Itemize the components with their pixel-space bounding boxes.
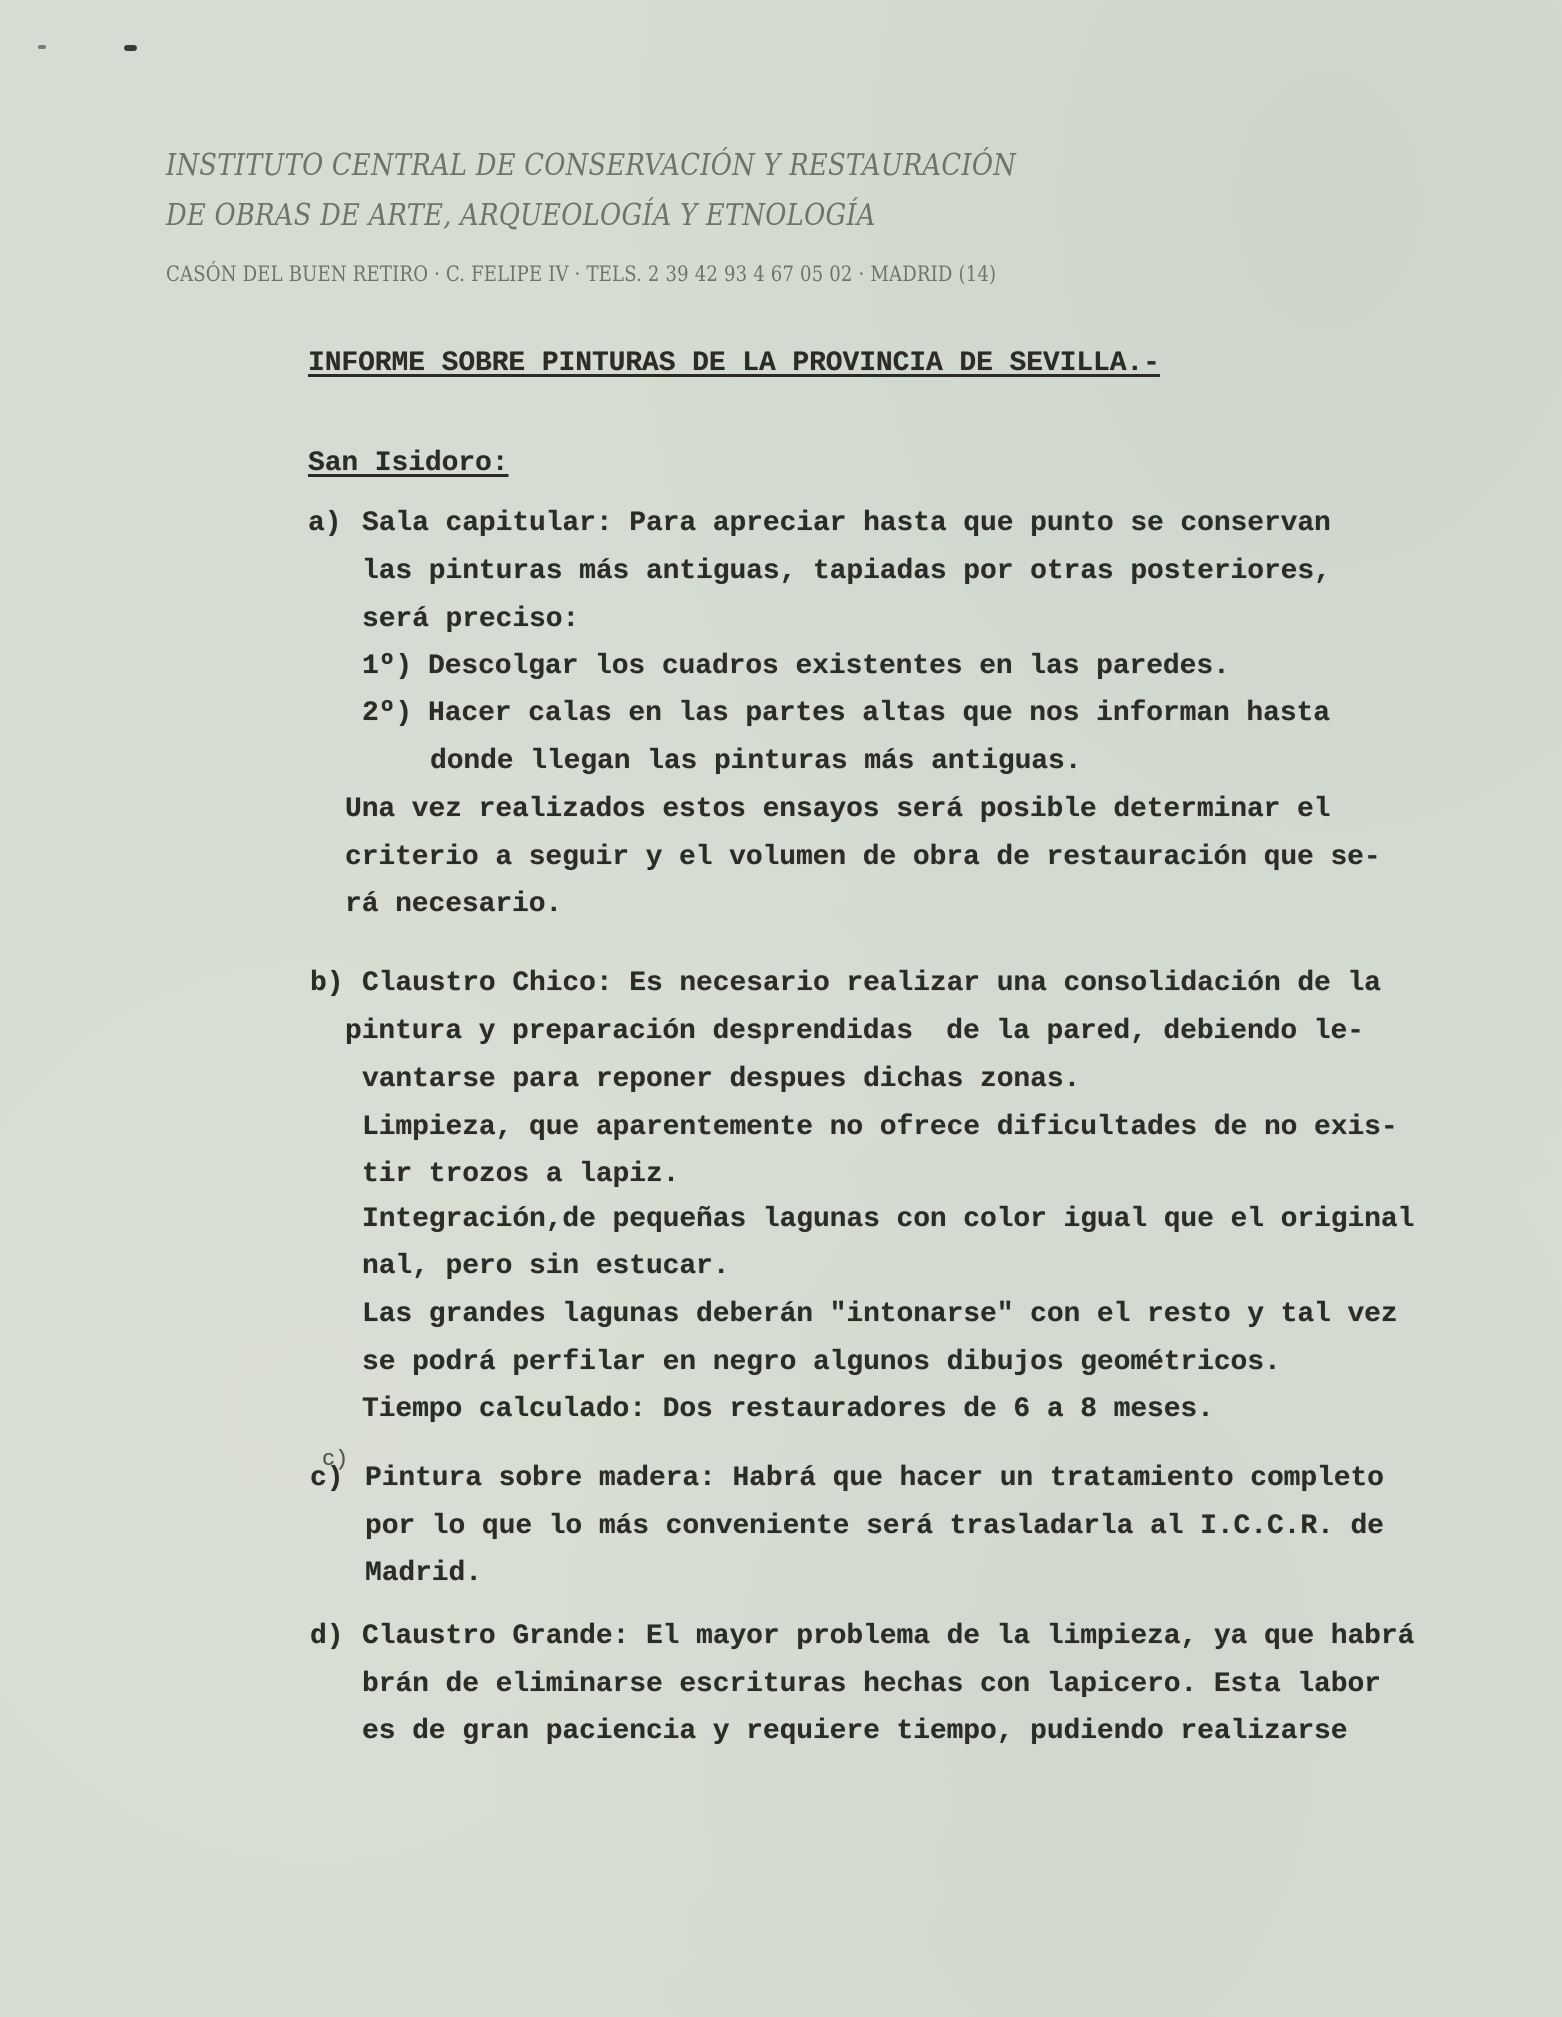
- step-marker: 2º): [362, 698, 413, 729]
- item-line: pintura y preparación desprendidas de la pared, debiendo le-: [345, 1016, 1364, 1047]
- item-line: será preciso:: [362, 604, 580, 635]
- item-line: Claustro Grande: El mayor problema de la limpieza, ya que habrá: [362, 1621, 1415, 1652]
- stray-mark: [124, 45, 137, 51]
- item-line: criterio a seguir y el volumen de obra de restauración que se-: [345, 842, 1381, 873]
- overstrike-correction: c): [322, 1447, 349, 1472]
- document-title: INFORME SOBRE PINTURAS DE LA PROVINCIA DE SEVILLA.-: [308, 348, 1160, 379]
- institution-name-line-1: INSTITUTO CENTRAL DE CONSERVACIÓN Y RESTAURACIÓN: [166, 148, 1017, 183]
- item-line: Pintura sobre madera: Habrá que hacer un tratamiento completo: [365, 1463, 1384, 1494]
- step-line: Descolgar los cuadros existentes en las paredes.: [428, 651, 1230, 682]
- item-marker: b): [310, 968, 344, 999]
- item-marker: a): [308, 508, 342, 539]
- step-line: donde llegan las pinturas más antiguas.: [430, 746, 1082, 777]
- item-line: Madrid.: [365, 1558, 482, 1589]
- item-line: se podrá perfilar en negro algunos dibujos geométricos.: [362, 1347, 1281, 1378]
- item-line: vantarse para reponer despues dichas zonas.: [362, 1064, 1081, 1095]
- item-line: Las grandes lagunas deberán "intonarse" con el resto y tal vez: [362, 1299, 1398, 1330]
- item-line: Tiempo calculado: Dos restauradores de 6 a 8 meses.: [362, 1394, 1214, 1425]
- step-line: Hacer calas en las partes altas que nos informan hasta: [428, 698, 1330, 729]
- item-line: rá necesario.: [345, 889, 563, 920]
- stray-mark: [38, 45, 46, 49]
- item-line: Claustro Chico: Es necesario realizar una consolidación de la: [362, 968, 1381, 999]
- item-line: Limpieza, que aparentemente no ofrece dificultades de no exis-: [362, 1112, 1398, 1143]
- item-line: las pinturas más antiguas, tapiadas por otras posteriores,: [362, 556, 1331, 587]
- item-marker: c): [310, 1463, 344, 1494]
- item-line: Una vez realizados estos ensayos será posible determinar el: [345, 794, 1331, 825]
- item-line: brán de eliminarse escrituras hechas con lapicero. Esta labor: [362, 1669, 1381, 1700]
- institution-name-line-2: DE OBRAS DE ARTE, ARQUEOLOGÍA Y ETNOLOGÍA: [166, 198, 876, 233]
- item-line: por lo que lo más conveniente será trasladarla al I.C.C.R. de: [365, 1511, 1384, 1542]
- item-line: Integración,de pequeñas lagunas con color igual que el original: [362, 1204, 1415, 1235]
- item-line: tir trozos a lapiz.: [362, 1159, 680, 1190]
- item-line: Sala capitular: Para apreciar hasta que punto se conservan: [362, 508, 1331, 539]
- institution-address: CASÓN DEL BUEN RETIRO · C. FELIPE IV · TELS. 2 39 42 93 4 67 05 02 · MADRID (14): [166, 262, 997, 286]
- step-marker: 1º): [362, 651, 413, 682]
- item-line: es de gran paciencia y requiere tiempo, pudiendo realizarse: [362, 1716, 1348, 1747]
- item-marker: d): [310, 1621, 344, 1652]
- item-line: nal, pero sin estucar.: [362, 1251, 730, 1282]
- section-heading: San Isidoro:: [308, 448, 509, 479]
